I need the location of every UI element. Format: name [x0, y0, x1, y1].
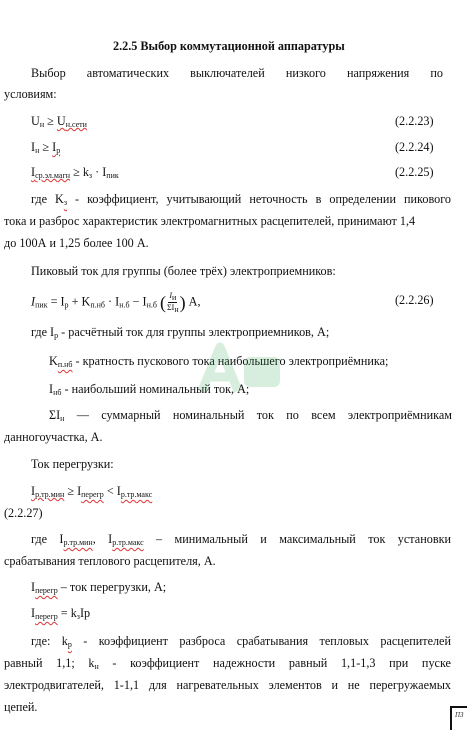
closing-line-4: цепей.	[4, 700, 38, 714]
overload-desc-line-1: где $I_{р.тр.мин}$, $I_{р.тр.макс}$ – минимальный и максимальный ток установки	[31, 532, 452, 547]
definition-k-start: $K_{п.нб}$ - кратность пускового тока наибольшего электроприёмника;	[49, 354, 389, 369]
overload-def-a: $I_{перегр}$ – ток перегрузки, А;	[31, 580, 167, 595]
definition-sum-line-1: $\Sigma I_н$ — суммарный номинальный ток по всем электроприёмникам	[49, 408, 452, 423]
section-heading: 2.2.5 Выбор коммутационной аппаратуры	[113, 39, 345, 53]
intro-line-1: Выбор автоматических выключателей низкого напряжения по	[31, 66, 443, 80]
equation-number-2-2-27: (2.2.27)	[4, 506, 43, 520]
overload-def-b: $I_{перегр} = k_зIp$	[31, 606, 91, 621]
watermark-logo-icon	[192, 337, 288, 401]
drawing-frame-corner	[450, 706, 467, 730]
equation-number-2-2-25: (2.2.25)	[395, 165, 434, 179]
overload-label: Ток перегрузки:	[31, 457, 114, 471]
closing-line-3: электродвигателей, 1-1,1 для нагревательных элементов и не перегружаемых	[4, 678, 451, 692]
closing-line-1: где: $k_р$ - коэффициент разброса срабатывания тепловых расцепителей	[31, 634, 451, 649]
overload-desc-line-2: срабатывания теплового расцепителя, А.	[4, 554, 216, 568]
peak-current-formula: $I_{пик} = I_р + K_{п.нб} \cdot I_{н.б} - I_{н.б}$ ( $\frac{I_и}{\Sigma I_н}$ ) A,	[31, 291, 201, 314]
definition-ip: где $I_р$ - расчётный ток для группы электроприемников, А;	[31, 325, 330, 340]
equation-number-2-2-23: (2.2.23)	[395, 114, 434, 128]
closing-line-2: равный 1,1; $k_н$ - коэффициент надежности равный 1,1-1,3 при пуске	[4, 656, 451, 671]
definition-inb: $I_{нб}$ - наибольший номинальный ток, А;	[49, 382, 250, 397]
frame-label: ПЗ	[455, 711, 464, 719]
condition-voltage: $U_н \ge U_{н.сети}$	[31, 114, 87, 129]
definition-sum-line-2: данногоучастка, А.	[4, 430, 103, 444]
condition-peak: $I_{ср.эл.магн} \ge k_з \cdot I_{пик}$	[31, 165, 119, 180]
condition-current: $I_н \ge I_р$	[31, 140, 61, 155]
kz-note-line-3: до 100А и 1,25 более 100 А.	[4, 236, 149, 250]
equation-number-2-2-24: (2.2.24)	[395, 140, 434, 154]
peak-current-intro: Пиковый ток для группы (более трёх) электроприемников:	[31, 264, 336, 278]
kz-note-line-1: где $K_з$ - коэффициент, учитывающий неточность в определении пикового	[31, 192, 451, 207]
intro-line-2: условиям:	[4, 87, 57, 101]
overload-inequality: $I_{р.тр.мин} \ge I_{перегр} < I_{р.тр.макс}$	[31, 484, 153, 499]
kz-note-line-2: тока и разброс характеристик электромагнитных расцепителей, принимают 1,4	[4, 214, 416, 228]
equation-number-2-2-26: (2.2.26)	[395, 293, 434, 307]
peak-current-fraction: $\frac{I_и}{\Sigma I_н}$	[166, 291, 179, 314]
